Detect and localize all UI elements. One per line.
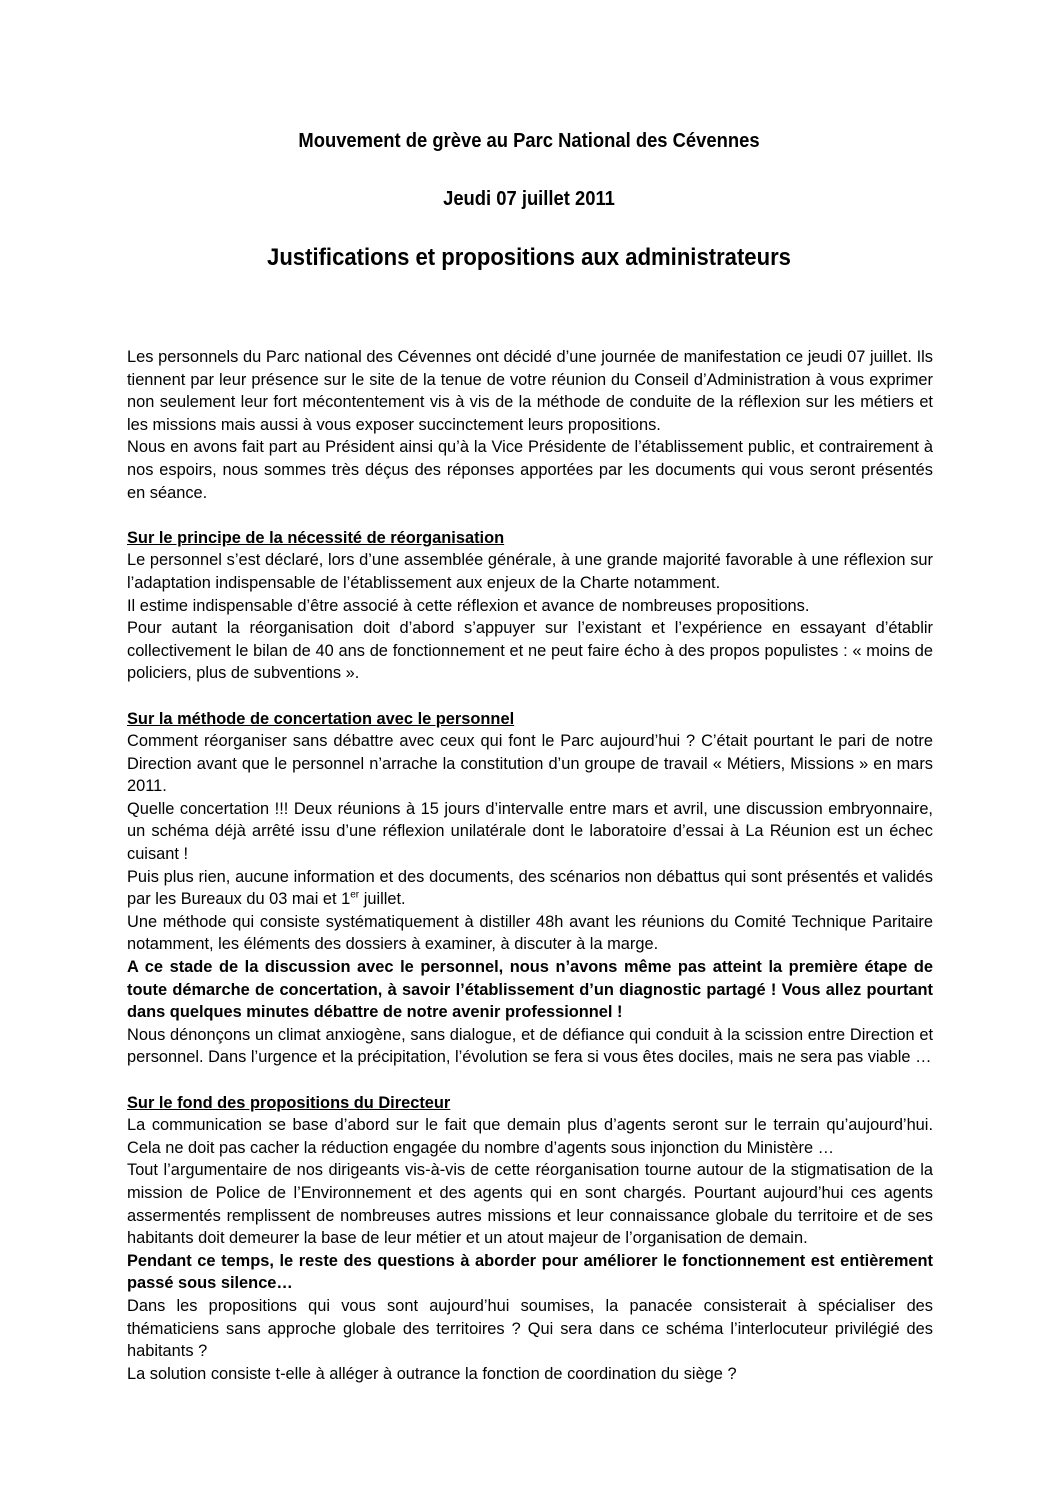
superscript-er: er: [350, 889, 360, 901]
document-date: Jeudi 07 juillet 2011: [443, 188, 615, 210]
section3-paragraph-3-bold: Pendant ce temps, le reste des questions à aborder pour améliorer le fonctionnement est entièrement passé sous silence…: [127, 1251, 933, 1293]
document-subtitle: Justifications et propositions aux administrateurs: [267, 244, 791, 271]
section1-paragraph-2: Il estime indispensable d’être associé à cette réflexion et avance de nombreuses propositions.: [127, 596, 810, 615]
section3-heading: Sur le fond des propositions du Directeur: [127, 1093, 451, 1112]
section2-paragraph-1: Comment réorganiser sans débattre avec ceux qui font le Parc aujourd’hui ? C’était pourtant le pari de notre Direction avant que le personnel n’arrache la constitution d’un groupe de travail « Métiers, Missions » en mars 2011.: [127, 732, 933, 796]
section3-paragraph-1: La communication se base d’abord sur le fait que demain plus d’agents seront sur le terrain qu’aujourd’hui. Cela ne doit pas cacher la réduction engagée du nombre d’agents sous injonction du Ministère …: [127, 1116, 933, 1157]
document-body: [127, 346, 933, 1385]
intro-paragraph-2: Nous en avons fait part au Président ainsi qu’à la Vice Présidente de l’établissement public, et contrairement à nos espoirs, nous sommes très déçus des réponses apportées par les documents qui vous seront présentés en séance.: [127, 438, 933, 502]
section3-paragraph-4: Dans les propositions qui vous sont aujourd’hui soumises, la panacée consisterait à spécialiser des thématiciens sans approche globale des territoires ? Qui sera dans ce schéma l’interlocuteur privilégié des habitants ?: [127, 1296, 933, 1361]
section1-paragraph-1: Le personnel s’est déclaré, lors d’une assemblée générale, à une grande majorité favorable à une réflexion sur l’adaptation indispensable de l’établissement aux enjeux de la Charte notamment.: [127, 551, 933, 592]
section2-paragraph-6: Nous dénonçons un climat anxiogène, sans dialogue, et de défiance qui conduit à la scission entre Direction et personnel. Dans l’urgence et la précipitation, l’évolution se fera si vous êtes dociles, mais ne sera pas viable …: [127, 1025, 933, 1067]
section3-paragraph-5: La solution consiste t-elle à alléger à outrance la fonction de coordination du siège ?: [127, 1364, 737, 1383]
section2-paragraph-2: Quelle concertation !!! Deux réunions à 15 jours d’intervalle entre mars et avril, une discussion embryonnaire, un schéma déjà arrêté issu d’une réflexion unilatérale dont le laboratoire d’essai à La Réunion est un échec cuisant !: [127, 799, 933, 864]
section2-paragraph-5-bold: A ce stade de la discussion avec le personnel, nous n’avons même pas atteint la première étape de toute démarche de concertation, à savoir l’établissement d’un diagnostic partagé ! Vous allez pourtant dans quelques minutes débattre de notre avenir professionnel !: [127, 958, 933, 1022]
section2-paragraph-3: [127, 866, 933, 911]
document-title: Mouvement de grève au Parc National des Cévennes: [298, 130, 760, 152]
section2-heading: Sur la méthode de concertation avec le personnel: [127, 709, 515, 728]
section2-paragraph-3-end: juillet.: [359, 890, 406, 909]
section2-paragraph-3-text: Puis plus rien, aucune information et des documents, des scénarios non débattus qui sont présentés et validés par les Bureaux du 03 mai et 1: [127, 867, 933, 909]
section1-paragraph-3: Pour autant la réorganisation doit d’abord s’appuyer sur l’existant et l’expérience en essayant d’établir collectivement le bilan de 40 ans de fonctionnement et ne peut faire écho à des propos populistes : « moins de policiers, plus de subventions ».: [127, 619, 933, 683]
section3-paragraph-2: Tout l’argumentaire de nos dirigeants vis-à-vis de cette réorganisation tourne autour de la stigmatisation de la mission de Police de l’Environnement et des agents qui en sont chargés. Pourtant aujourd’hui ces agents assermentés remplissent de nombreuses autres missions et leur connaissance globale du territoire et de ses habitants doit demeurer la base de leur métier et un atout majeur de l’organisation de demain.: [127, 1161, 933, 1248]
intro-paragraph-1: Les personnels du Parc national des Cévennes ont décidé d’une journée de manifestation ce jeudi 07 juillet. Ils tiennent par leur présence sur le site de la tenue de votre réunion du Conseil d’Administration à vous exprimer non seulement leur fort mécontentement vis à vis de la méthode de conduite de la réflexion sur les métiers et les missions mais aussi à vous exposer succinctement leurs propositions.: [127, 348, 933, 434]
section2-paragraph-4: Une méthode qui consiste systématiquement à distiller 48h avant les réunions du Comité Technique Paritaire notamment, les éléments des dossiers à examiner, à discuter à la marge.: [127, 912, 933, 954]
section1-heading: Sur le principe de la nécessité de réorganisation: [127, 528, 505, 547]
